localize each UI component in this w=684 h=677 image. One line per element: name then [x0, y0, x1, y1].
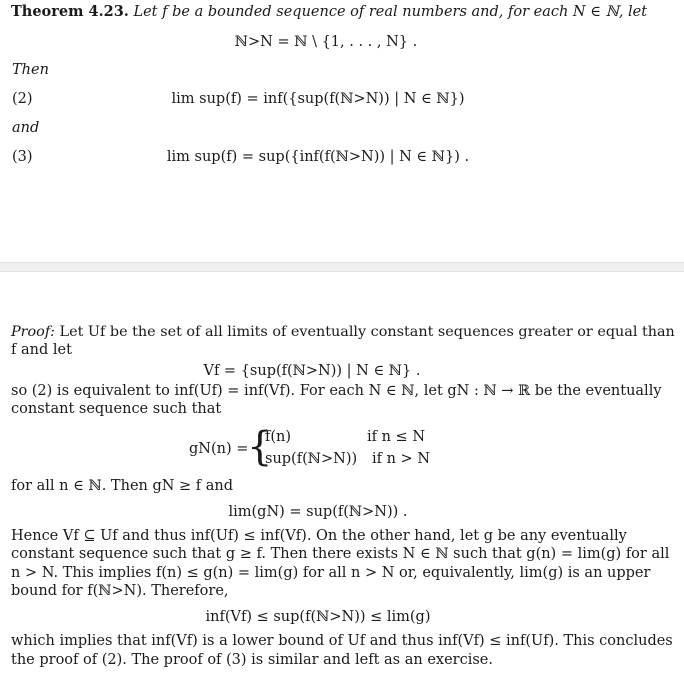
equation-3-number: (3)	[12, 149, 33, 165]
theorem-heading	[11, 3, 647, 21]
proof-line-6: Hence Vf ⊆ Uf and thus inf(Uf) ≤ inf(Vf). On the other hand, let g be any eventually	[11, 528, 627, 544]
vf-definition: Vf = {sup(f(ℕ>N)) | N ∈ ℕ} .	[203, 363, 421, 379]
proof-line-3: so (2) is equivalent to inf(Uf) = inf(Vf). For each N ∈ ℕ, let gN : ℕ → ℝ be the eventually	[11, 383, 662, 399]
equation-3: lim sup(f) = sup({inf(f(ℕ>N)) | N ∈ ℕ}) .	[166, 149, 470, 165]
section-divider	[0, 262, 684, 272]
inequality-chain: inf(Vf) ≤ sup(f(ℕ>N)) ≤ lim(g)	[205, 609, 431, 625]
proof-line-8: n > N. This implies f(n) ≤ g(n) = lim(g) for all n > N or, equivalently, lim(g) is an upper	[11, 565, 651, 581]
theorem-statement: Let f be a bounded sequence of real numbers and, for each N ∈ ℕ, let	[133, 4, 648, 20]
case-1-condition: if n ≤ N	[367, 429, 426, 445]
proof-line-4: constant sequence such that	[11, 401, 222, 417]
left-brace-glyph: {	[247, 424, 273, 470]
theorem-definition: ℕ>N = ℕ \ {1, . . . , N} .	[234, 34, 418, 50]
then-word: Then	[12, 62, 49, 78]
case-2-value: sup(f(ℕ>N))	[265, 451, 358, 467]
case-2-condition: if n > N	[372, 451, 431, 467]
proof-line-10: which implies that inf(Vf) is a lower bound of Uf and thus inf(Vf) ≤ inf(Uf). This concludes	[11, 633, 673, 649]
proof-label: Proof:	[11, 324, 55, 340]
case-1-value: f(n)	[265, 429, 292, 445]
theorem-label: Theorem 4.23.	[11, 3, 129, 20]
proof-line-11: the proof of (2). The proof of (3) is similar and left as an exercise.	[11, 652, 493, 668]
theorem-panel	[0, 0, 684, 262]
proof-line-2: f and let	[11, 342, 72, 358]
proof-line-1	[11, 323, 675, 341]
equation-2-number: (2)	[12, 91, 33, 107]
proof-line-5: for all n ∈ ℕ. Then gN ≥ f and	[11, 478, 234, 494]
proof-line-7: constant sequence such that g ≥ f. Then there exists N ∈ ℕ such that g(n) = lim(g) for all	[11, 546, 670, 562]
equation-2: lim sup(f) = inf({sup(f(ℕ>N)) | N ∈ ℕ})	[171, 91, 465, 107]
limit-equation: lim(gN) = sup(f(ℕ>N)) .	[228, 504, 408, 520]
proof-line-9: bound for f(ℕ>N). Therefore,	[11, 583, 229, 599]
proof-text-1: Let Uf be the set of all limits of eventually constant sequences greater or equal than	[59, 324, 675, 340]
and-word: and	[12, 120, 40, 136]
gn-piecewise-definition	[189, 425, 449, 473]
gn-lhs: gN(n) =	[189, 441, 249, 457]
